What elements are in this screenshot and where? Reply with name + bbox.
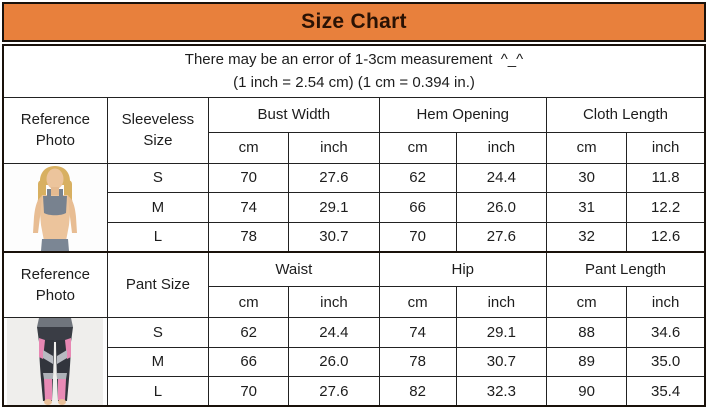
pant-size-label: Pant Size	[107, 252, 208, 318]
value-cell: 32.3	[456, 377, 546, 407]
unit-label-cm: cm	[546, 132, 626, 163]
measurement-note	[3, 45, 705, 97]
sleeveless-top-photo	[7, 164, 103, 251]
value-cell: 34.6	[627, 318, 705, 348]
value-cell: 27.6	[289, 163, 379, 193]
value-cell: 66	[379, 193, 456, 223]
value-cell: 70	[379, 222, 456, 252]
pant-header-row	[3, 252, 705, 287]
unit-label-inch: inch	[627, 132, 705, 163]
page-title: Size Chart	[301, 10, 407, 33]
size-cell: L	[107, 222, 208, 252]
note-line-1: There may be an error of 1-3cm measurement ^_^	[184, 51, 524, 69]
value-cell: 12.6	[627, 222, 705, 252]
value-cell: 30.7	[289, 222, 379, 252]
value-cell: 90	[546, 377, 626, 407]
value-cell: 32	[546, 222, 626, 252]
value-cell: 62	[209, 318, 289, 348]
group-header-cloth-length: Cloth Length	[546, 97, 705, 132]
unit-label-inch: inch	[289, 132, 379, 163]
value-cell: 27.6	[289, 377, 379, 407]
group-header-pant-length: Pant Length	[546, 252, 705, 287]
value-cell: 62	[379, 163, 456, 193]
table-row-pant-m	[3, 347, 705, 377]
value-cell: 12.2	[627, 193, 705, 223]
unit-label-inch: inch	[456, 132, 546, 163]
value-cell: 24.4	[456, 163, 546, 193]
measurement-note-row	[3, 45, 705, 97]
value-cell: 35.0	[627, 347, 705, 377]
group-header-waist: Waist	[209, 252, 379, 287]
table-row-sleeveless-l	[3, 222, 705, 252]
group-header-bust-width: Bust Width	[209, 97, 379, 132]
value-cell: 11.8	[627, 163, 705, 193]
value-cell: 27.6	[456, 222, 546, 252]
unit-label-cm: cm	[379, 287, 456, 318]
value-cell: 78	[209, 222, 289, 252]
note-line-2: (1 inch = 2.54 cm) (1 cm = 0.394 in.)	[233, 74, 475, 92]
table-row-pant-s	[3, 318, 705, 348]
value-cell: 26.0	[456, 193, 546, 223]
value-cell: 89	[546, 347, 626, 377]
leggings-photo	[7, 318, 103, 405]
size-cell: M	[107, 347, 208, 377]
unit-label-inch: inch	[456, 287, 546, 318]
value-cell: 70	[209, 163, 289, 193]
unit-label-inch: inch	[627, 287, 705, 318]
pant-reference-photo	[3, 318, 107, 407]
size-cell: M	[107, 193, 208, 223]
sleeveless-reference-photo	[3, 163, 107, 252]
sleeveless-header-row	[3, 97, 705, 132]
size-cell: L	[107, 377, 208, 407]
value-cell: 74	[209, 193, 289, 223]
unit-label-inch: inch	[289, 287, 379, 318]
value-cell: 70	[209, 377, 289, 407]
reference-photo-label: Reference Photo	[3, 97, 107, 163]
group-header-hem-opening: Hem Opening	[379, 97, 546, 132]
value-cell: 31	[546, 193, 626, 223]
value-cell: 29.1	[289, 193, 379, 223]
unit-label-cm: cm	[209, 132, 289, 163]
table-row-sleeveless-m	[3, 193, 705, 223]
value-cell: 66	[209, 347, 289, 377]
value-cell: 26.0	[289, 347, 379, 377]
title-bar	[2, 2, 706, 42]
value-cell: 78	[379, 347, 456, 377]
value-cell: 82	[379, 377, 456, 407]
value-cell: 35.4	[627, 377, 705, 407]
sleeveless-size-label: Sleeveless Size	[107, 97, 208, 163]
table-row-pant-l	[3, 377, 705, 407]
size-cell: S	[107, 163, 208, 193]
reference-photo-label: Reference Photo	[3, 252, 107, 318]
group-header-hip: Hip	[379, 252, 546, 287]
value-cell: 74	[379, 318, 456, 348]
size-table	[2, 44, 706, 407]
unit-label-cm: cm	[379, 132, 456, 163]
table-row-sleeveless-s	[3, 163, 705, 193]
unit-label-cm: cm	[209, 287, 289, 318]
size-cell: S	[107, 318, 208, 348]
value-cell: 30.7	[456, 347, 546, 377]
value-cell: 29.1	[456, 318, 546, 348]
value-cell: 24.4	[289, 318, 379, 348]
value-cell: 30	[546, 163, 626, 193]
value-cell: 88	[546, 318, 626, 348]
unit-label-cm: cm	[546, 287, 626, 318]
